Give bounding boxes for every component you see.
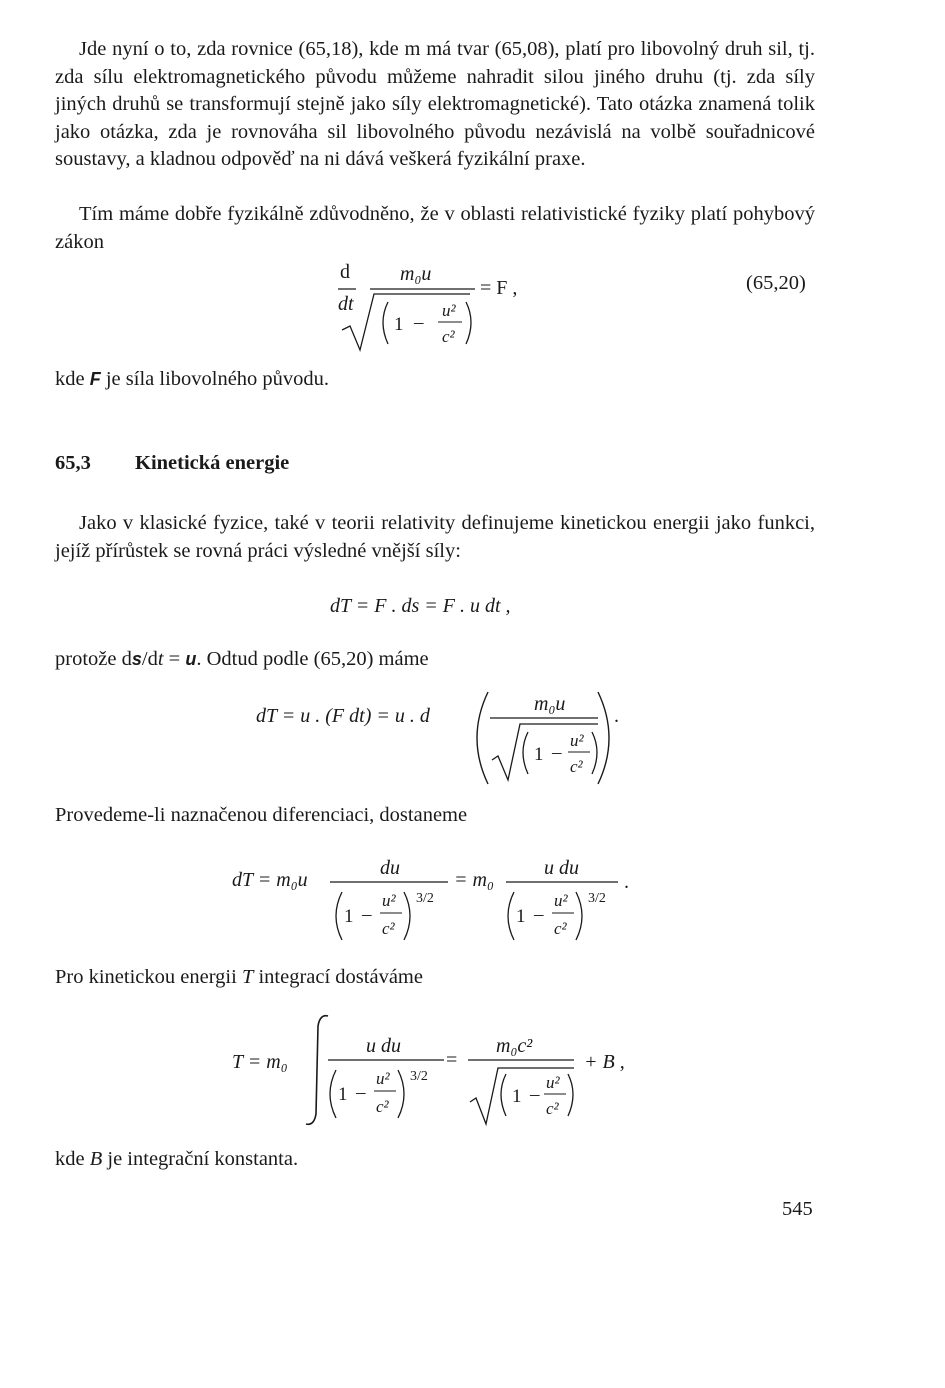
equation-dT-differential (256, 688, 636, 794)
eq2-text: dT = F . ds = F . u dt , (330, 595, 511, 617)
eq3-c2: c² (570, 757, 583, 776)
equation-dT-work (330, 592, 590, 628)
eq5-tail: + B , (584, 1051, 625, 1073)
eq1-rhs: = F , (480, 277, 518, 299)
eq5-u2-b: u² (546, 1073, 560, 1092)
eq4-lhs: dT = m₀u (232, 869, 308, 891)
eq4-num2: u du (544, 857, 579, 879)
svg-text:–: – (530, 1084, 540, 1105)
paragraph-2: Tím máme dobře fyzikálně zdůvodněno, že v oblasti relativistické fyziky platí pohybový zákon (55, 203, 815, 253)
svg-text:–: – (356, 1082, 366, 1103)
eq5-eq: = (446, 1049, 458, 1071)
force-symbol: F (89, 369, 101, 389)
eq4-num1: du (380, 857, 400, 879)
paragraph-7: Pro kinetickou energii T integrací dostáváme (55, 966, 423, 988)
eq1-u2: u² (442, 301, 456, 320)
section-heading (55, 452, 289, 475)
eq4-u2-a: u² (382, 891, 396, 910)
eq5-num2: m₀c² (496, 1035, 533, 1057)
paragraph-3: kde F je síla libovolného původu. (55, 368, 330, 390)
eq1-one: 1 (394, 314, 404, 335)
eq4-c2-b: c² (554, 919, 567, 938)
eq4-eqm: = m₀ (454, 869, 494, 891)
eq4-exp-a: 3/2 (416, 891, 434, 906)
eq4-exp-b: 3/2 (588, 891, 606, 906)
eq3-u2: u² (570, 731, 584, 750)
svg-text:–: – (534, 904, 544, 925)
eq5-num1: u du (366, 1035, 401, 1057)
eq4-one-a: 1 (344, 906, 354, 927)
eq1-dt: dt (338, 293, 354, 315)
eq3-one: 1 (534, 744, 544, 765)
eq4-end: . (624, 871, 629, 893)
paragraph-4: Jako v klasické fyzice, také v teorii relativity definujeme kinetickou energii jako funkci, jejíž přírůstek se rovná práci výsledné vnější síly: (55, 512, 815, 562)
eq5-exp: 3/2 (410, 1069, 428, 1084)
paragraph-8: kde B je integrační konstanta. (55, 1148, 299, 1170)
paragraph-5: protože ds/dt = u. Odtud podle (65,20) máme (55, 648, 429, 670)
equation-dT-derivative (232, 856, 652, 952)
eq3-numerator: m₀u (534, 693, 566, 715)
eq1-d: d (340, 261, 350, 283)
section-number: 65,3 (55, 452, 91, 474)
eq5-u2-a: u² (376, 1069, 390, 1088)
eq3-lhs: dT = u . (F dt) = u . d (256, 705, 430, 727)
eq3-end: . (614, 705, 619, 727)
equation-65-20 (330, 258, 550, 364)
eq5-lhs: T = m₀ (232, 1051, 288, 1073)
svg-text:–: – (414, 312, 424, 333)
equation-kinetic-energy (232, 1012, 652, 1138)
eq5-one-a: 1 (338, 1084, 348, 1105)
page-number: 545 (782, 1198, 813, 1220)
eq5-c2-a: c² (376, 1097, 389, 1116)
svg-text:–: – (552, 742, 562, 763)
eq4-one-b: 1 (516, 906, 526, 927)
eq1-c2: c² (442, 327, 455, 346)
eq5-c2-b: c² (546, 1099, 559, 1118)
eq4-c2-a: c² (382, 919, 395, 938)
eq1-numerator: m₀u (400, 263, 432, 285)
paragraph-6: Provedeme-li naznačenou diferenciaci, dostaneme (55, 804, 468, 826)
paragraph-1: Jde nyní o to, zda rovnice (65,18), kde m má tvar (65,08), platí pro libovolný druh sil, tj. zda sílu elektromagnetického původu můžeme nahradit silou jiného druhu (tj. zda síly jiných druhů se transformují stejně jako síly elektromagnetické). Tato otázka znamená tolik jako otázka, zda je rovnováha sil libovolného původu nezávislá na volbě souřadnicové soustavy, a kladnou odpověď na ni dává veškerá fyzikální praxe. (55, 38, 815, 170)
section-title: Kinetická energie (135, 452, 290, 474)
eq4-u2-b: u² (554, 891, 568, 910)
equation-number: (65,20) (746, 272, 806, 294)
svg-text:–: – (362, 904, 372, 925)
eq5-one-b: 1 (512, 1086, 522, 1107)
